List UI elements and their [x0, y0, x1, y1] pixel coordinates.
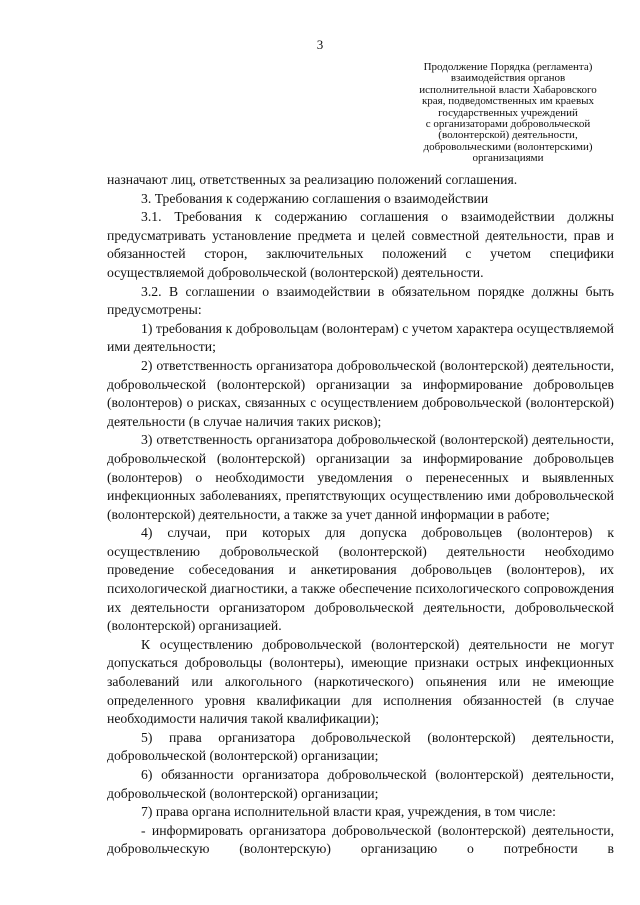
list-item: 3) ответственность организатора добровольческой (волонтерской) деятельности, добровольческой (волонтерской) организации за информирование добровольцев (волонтеров) о необходимости уведомления о перенесенных и выявленных инфекционных заболеваниях, препятствующих осуществлению ими добровольческой (волонтерской) деятельности, а также за учет данной информации в работе; [107, 432, 614, 522]
header-note-line: взаимодействия органов [450, 72, 566, 85]
header-note-line: Продолжение Порядка (регламента) [423, 61, 593, 73]
section-heading: 3. Требования к содержанию соглашения о взаимодействии [141, 190, 489, 206]
list-item: 5) права организатора добровольческой (волонтерской) деятельности, добровольческой (волонтерской) организации; [107, 729, 614, 764]
list-item: - информировать организатора добровольческой (волонтерской) деятельности, добровольческую (волонтерскую) организацию о потребности в [107, 822, 614, 857]
list-item: 6) обязанности организатора добровольческой (волонтерской) деятельности, добровольческой (волонтерской) организации; [107, 767, 614, 801]
list-item: 4) случаи, при которых для допуска добровольцев (волонтеров) к осуществлению добровольческой (волонтерской) деятельности необходимо проведение собеседования и анкетирования добровольцев (волонтеров), их психологической диагностики, а также обеспечение психологического сопровождения их деятельности организатором добровольческой деятельности, добровольческой (волонтерской) организацией. [107, 525, 614, 634]
header-note [392, 62, 624, 165]
header-note-line: края, подведомственных им краевых [421, 95, 595, 108]
header-note-line: исполнительной власти Хабаровского [419, 83, 597, 96]
page-number: 3 [316, 37, 324, 52]
header-note-line: (волонтерской) деятельности, [438, 129, 578, 142]
paragraph: назначают лиц, ответственных за реализацию положений соглашения. [107, 172, 518, 187]
header-note-line: организациями [472, 152, 544, 165]
paragraph: 3.1. Требования к содержанию соглашения о взаимодействии должны предусматривать установление предмета и целей совместной деятельности, прав и обязанностей сторон, заключительных положений с учетом специфики осуществляемой добровольческой (волонтерской) деятельности. [107, 209, 614, 280]
paragraph: 3.2. В соглашении о взаимодействии в обязательном порядке должны быть предусмотрены: [107, 283, 614, 318]
header-note-line: добровольческими (волонтерскими) [423, 140, 593, 153]
list-item: 2) ответственность организатора добровольческой (волонтерской) деятельности, добровольческой (волонтерской) организации за информирование добровольцев (волонтеров) о рисках, связанных с осуществлением добровольческой (волонтерской) деятельности (в случае наличия таких рисков); [107, 357, 614, 429]
paragraph: К осуществлению добровольческой (волонтерской) деятельности не могут допускаться добровольцы (волонтеры), имеющие признаки острых инфекционных заболеваний или алкогольного (наркотического) опьянения или не имеющие определенного уровня квалификации для исполнения обязанностей (в случае необходимости наличия такой квалификации); [107, 636, 614, 727]
header-note-line: с организаторами добровольческой [425, 118, 591, 131]
header-note-line: государственных учреждений [438, 106, 578, 119]
list-item: 1) требования к добровольцам (волонтерам) с учетом характера осуществляемой ими деятельности; [107, 320, 614, 355]
list-item: 7) права органа исполнительной власти края, учреждения, в том числе: [141, 804, 556, 820]
document-body [107, 171, 614, 859]
